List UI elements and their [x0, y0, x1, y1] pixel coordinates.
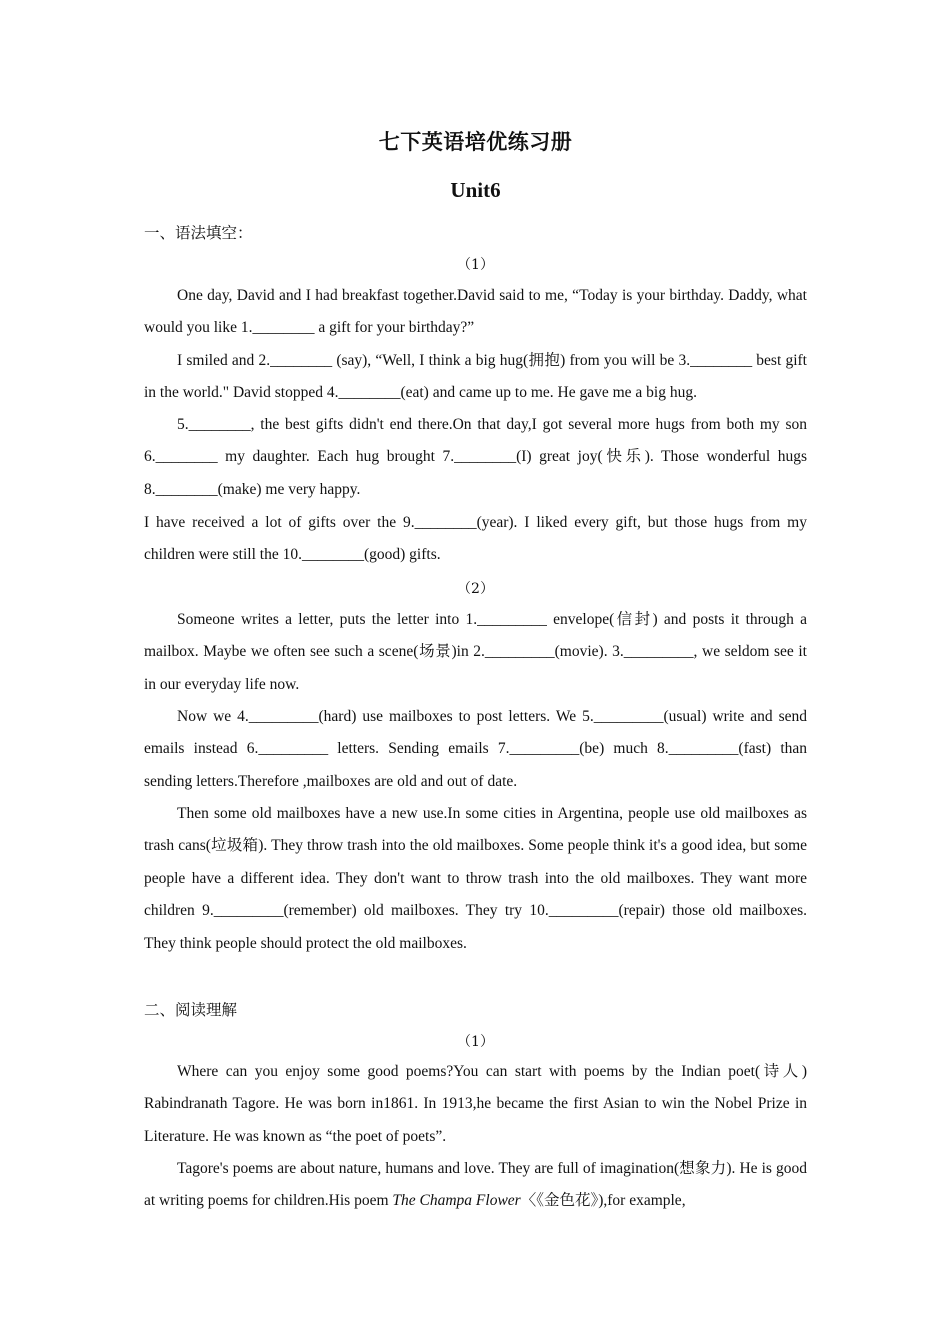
- paragraph: Someone writes a letter, puts the letter into 1._________ envelope(信封) and posts it through a mailbox. Maybe we often see such a scene(场景)in 2._________(movie). 3._________, we seldom see it in our everyday life now.: [144, 611, 807, 693]
- paragraph: 5.________, the best gifts didn't end there.On that day,I got several more hugs from both my son 6.________ my daughter. Each hug brought 7.________(I) great joy(快乐). Those wonderful hugs 8.________(make) me very happy.: [144, 416, 807, 498]
- passage-number: （1）: [457, 1034, 494, 1050]
- passage-number: （1）: [457, 257, 494, 273]
- unit-title: Unit6: [450, 178, 501, 202]
- document-title: 七下英语培优练习册: [378, 129, 573, 154]
- section-heading-reading: 二、阅读理解: [144, 1001, 238, 1019]
- passage-number: （2）: [457, 581, 494, 597]
- paragraph-text: Tagore's poems are about nature, humans and love. They are full of imagination(想象力). He is good at writing poems for children.His poem: [144, 1160, 807, 1210]
- paragraph: I have received a lot of gifts over the 9.________(year). I liked every gift, but those hugs from my children were still the 10.________(good) gifts.: [144, 514, 807, 564]
- paragraph: One day, David and I had breakfast together.David said to me, “Today is your birthday. Daddy, what would you like 1.________ a gift for your birthday?”: [144, 287, 807, 337]
- paragraph: Then some old mailboxes have a new use.In some cities in Argentina, people use old mailboxes as trash cans(垃圾箱). They throw trash into the old mailboxes. Some people think it's a good idea, but some people have a different idea. They don't want to throw trash into the old mailboxes. They want more children 9._________(remember) old mailboxes. They try 10._________(repair) those old mailboxes. They think people should protect the old mailboxes.: [144, 805, 807, 952]
- paragraph: I smiled and 2.________ (say), “Well, I think a big hug(拥抱) from you will be 3.________ best gift in the world." David stopped 4.________(eat) and came up to me. He gave me a big hug.: [144, 352, 807, 402]
- paragraph: [144, 1153, 807, 1218]
- poem-title: The Champa Flower: [392, 1192, 521, 1210]
- paragraph-continuation: 〈《金色花》),for example,: [520, 1192, 686, 1210]
- paragraph: Now we 4._________(hard) use mailboxes to post letters. We 5._________(usual) write and send emails instead 6._________ letters. Sending emails 7._________(be) much 8._________(fast) than sending letters.Therefore ,mailboxes are old and out of date.: [144, 708, 807, 790]
- paragraph: Where can you enjoy some good poems?You can start with poems by the Indian poet(诗人) Rabindranath Tagore. He was born in1861. In 1913,he became the first Asian to win the Nobel Prize in Literature. He was known as “the poet of poets”.: [144, 1063, 807, 1145]
- section-heading-grammar: 一、语法填空：: [144, 224, 253, 242]
